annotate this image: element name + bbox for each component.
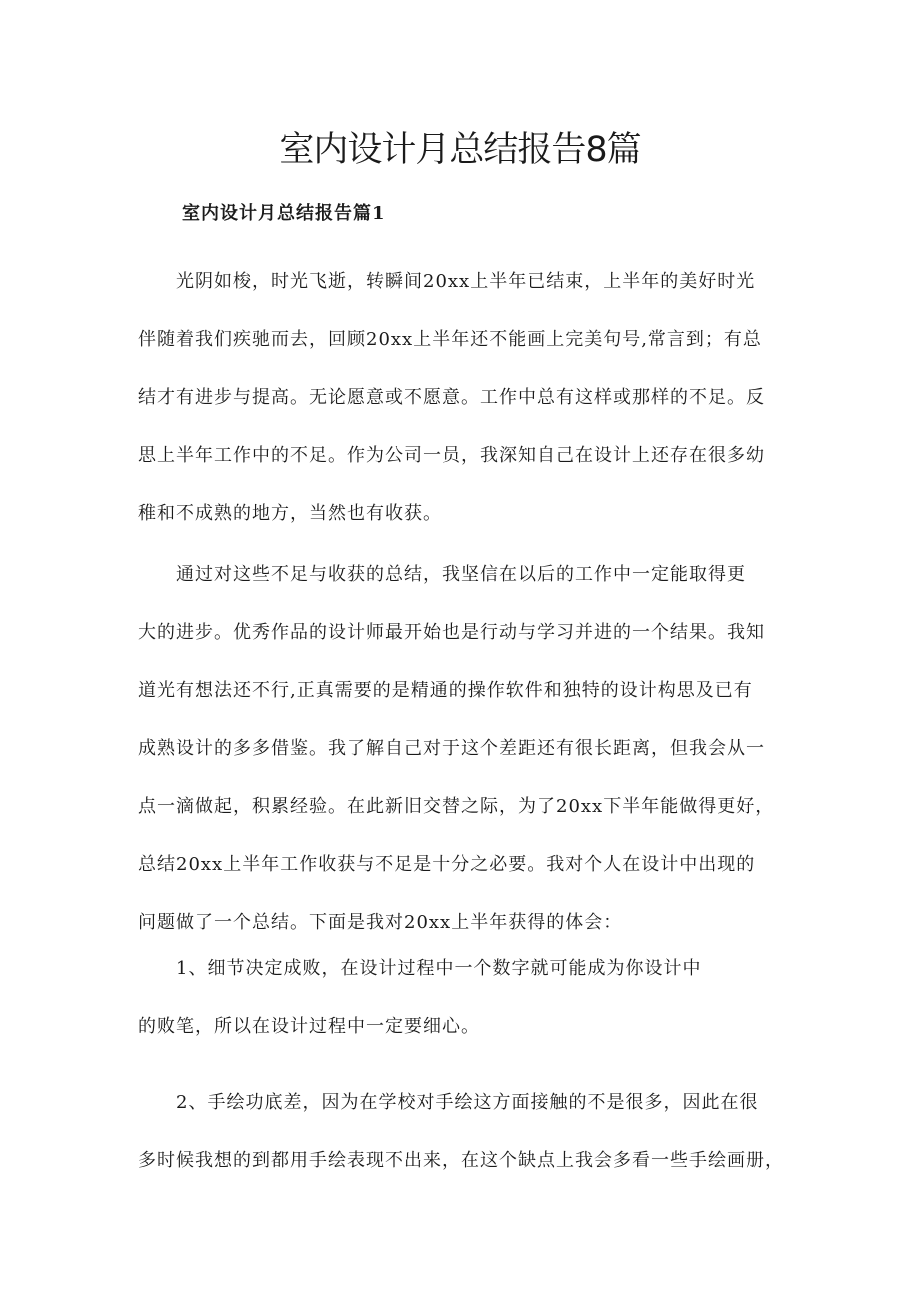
text-line: 的败笔，所以在设计过程中一定要细心。 <box>138 1016 480 1037</box>
text-line: 多时候我想的到都用手绘表现不出来，在这个缺点上我会多看一些手绘画册， <box>138 1150 784 1171</box>
text-line: 成熟设计的多多借鉴。我了解自己对于这个差距还有很长距离，但我会从一 <box>138 738 765 759</box>
text-line: 2、手绘功底差，因为在学校对手绘这方面接触的不是很多，因此在很 <box>138 1092 759 1113</box>
text-line: 稚和不成熟的地方，当然也有收获。 <box>138 503 442 524</box>
text-line: 伴随着我们疾驰而去，回顾20xx上半年还不能画上完美句号,常言到；有总 <box>138 329 762 350</box>
paragraph-point-1 <box>138 940 798 1056</box>
text-line: 光阴如梭，时光飞逝，转瞬间20xx上半年已结束，上半年的美好时光 <box>138 271 756 292</box>
paragraph-summary <box>138 546 798 952</box>
text-line: 通过对这些不足与收获的总结，我坚信在以后的工作中一定能取得更 <box>138 564 746 585</box>
text-line: 结才有进步与提高。无论愿意或不愿意。工作中总有这样或那样的不足。反 <box>138 387 765 408</box>
text-line: 问题做了一个总结。下面是我对20xx上半年获得的体会： <box>138 912 623 933</box>
text-line: 1、细节决定成败，在设计过程中一个数字就可能成为你设计中 <box>138 958 702 979</box>
text-line: 点一滴做起，积累经验。在此新旧交替之际，为了20xx下半年能做得更好， <box>138 796 775 817</box>
text-line: 思上半年工作中的不足。作为公司一员，我深知自己在设计上还存在很多幼 <box>138 445 765 466</box>
text-line: 道光有想法还不行,正真需要的是精通的操作软件和独特的设计构思及已有 <box>138 680 753 701</box>
document-title: 室内设计月总结报告8篇 <box>279 130 641 170</box>
text-line: 大的进步。优秀作品的设计师最开始也是行动与学习并进的一个结果。我知 <box>138 622 765 643</box>
section-heading: 室内设计月总结报告篇1 <box>182 203 386 224</box>
paragraph-intro <box>138 253 798 543</box>
text-line: 总结20xx上半年工作收获与不足是十分之必要。我对个人在设计中出现的 <box>138 854 756 875</box>
paragraph-point-2 <box>138 1074 798 1190</box>
